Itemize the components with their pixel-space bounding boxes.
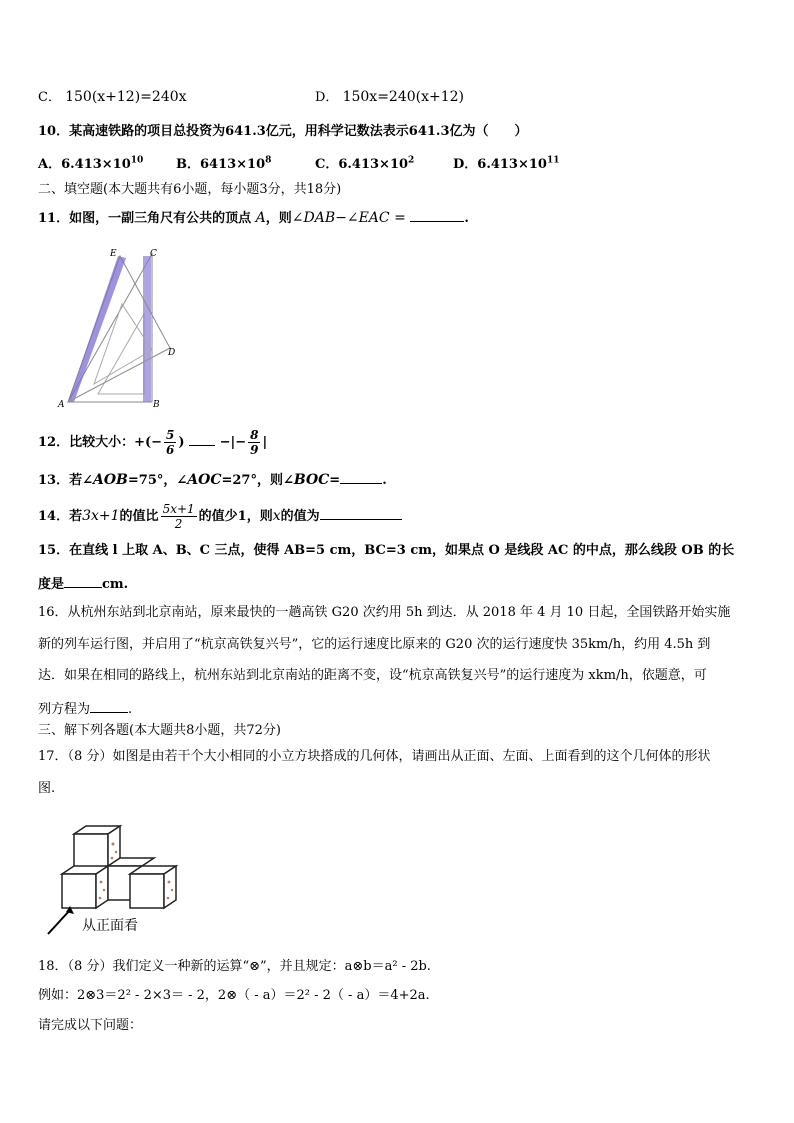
q11-answer-blank[interactable] <box>410 207 464 222</box>
label-b: B <box>153 400 160 410</box>
q9-option-d <box>315 88 464 107</box>
q12-stem <box>38 428 267 458</box>
q12-fraction-2 <box>248 428 260 457</box>
q15-line-1: 15．在直线 l 上取 A、B、C 三点，使得 AB=5 cm，BC=3 cm，如果点 O 是线段 AC 的中点，那么线段 OB 的长 <box>38 543 735 558</box>
q13-answer-blank[interactable] <box>340 469 382 484</box>
q14-var: x <box>272 508 281 524</box>
q12-frac1-den: 6 <box>166 443 175 457</box>
cube-side-2 <box>96 866 108 908</box>
label-a: A <box>58 400 65 410</box>
q17-line-2: 图. <box>38 781 56 796</box>
q14-answer-blank[interactable] <box>320 505 402 520</box>
q18-line-2: 例如：2⊗3＝2² - 2×3＝ - 2，2⊗（ - a）＝2² - 2（ - a）＝4+2a. <box>38 988 430 1003</box>
q18-line-3: 请完成以下问题： <box>38 1018 143 1033</box>
q16-line-1: 16．从杭州东站到北京南站，原来最快的一趟高铁 G20 次约用 5h 到达．从 2018 年 4 月 10 日起，全国铁路开始实施 <box>38 605 731 620</box>
label-e: E <box>110 249 117 259</box>
ruler-ae-scale <box>68 256 126 402</box>
q14-text-d: 的值为 <box>280 509 320 524</box>
q16-line-3: 达．如果在相同的路线上，杭州东站到北京南站的距离不变，设“杭京高铁复兴号”的运行速度为 xkm/h，依题意，可 <box>38 668 707 683</box>
q16-text-b: . <box>128 702 133 717</box>
q15-line-2 <box>38 573 128 594</box>
q14-expr1: 3x+1 <box>82 508 120 524</box>
q14-stem <box>38 499 402 533</box>
q15-text-a: 度是 <box>38 577 65 592</box>
q16-text-a: 列方程为 <box>38 702 91 717</box>
q12-end: | <box>262 435 268 450</box>
cube-front-4 <box>130 874 164 908</box>
view-arrow <box>48 910 70 934</box>
q12-frac2-num: 8 <box>250 428 259 442</box>
ruler-bc-scale <box>143 256 151 402</box>
section-2-heading: 二、填空题(本大题共有6小题，每小题3分，共18分) <box>38 182 342 197</box>
q18-line-1: 18．（8 分）我们定义一种新的运算“⊗”，并且规定：a⊗b＝a² - 2b. <box>38 959 431 974</box>
label-d: D <box>168 348 176 358</box>
q9-option-d-label: D． <box>315 90 339 105</box>
q10-option-a <box>38 156 143 174</box>
q14-text-a: 14．若 <box>38 509 83 524</box>
q12-frac2-den: 9 <box>250 443 259 457</box>
cube-front-1 <box>74 834 108 868</box>
q11-end: . <box>464 211 469 226</box>
q12-mid2: −|− <box>219 435 247 450</box>
label-c: C <box>150 249 157 259</box>
q13-stem <box>38 469 387 490</box>
q14-text-c: 的值少1，则 <box>198 509 273 524</box>
q9-option-c <box>38 88 187 107</box>
q12-text: 12．比较大小：+(− <box>38 435 163 450</box>
q13-text-d: = <box>329 473 341 488</box>
q10-option-c-exp: 2 <box>408 155 415 166</box>
q10-option-d-exp: 11 <box>546 155 560 166</box>
q17-figure-caption: 从正面看 <box>82 918 138 934</box>
q12-fraction-1 <box>164 428 176 457</box>
q11-stem <box>38 207 469 228</box>
q15-text-b: cm. <box>102 577 129 592</box>
q13-aob: AOB <box>92 472 128 488</box>
q13-end: . <box>382 473 387 488</box>
q17-line-1: 17．（8 分）如图是由若干个大小相同的小立方块搭成的几何体，请画出从正面、左面、上面看到的这个几何体的形状 <box>38 749 711 764</box>
q16-line-4 <box>38 698 132 719</box>
q10-option-a-text: A．6.413×10 <box>38 157 131 172</box>
cube-front-2 <box>62 874 96 908</box>
q10-option-a-exp: 10 <box>130 155 144 166</box>
q17-cubes-figure <box>40 822 200 940</box>
q15-answer-blank[interactable] <box>64 573 102 588</box>
q10-option-c <box>315 156 414 174</box>
q10-option-d-text: D．6.413×10 <box>453 157 547 172</box>
q10-stem: 10．某高速铁路的项目总投资为641.3亿元，用科学记数法表示641.3亿为（ ） <box>38 124 528 139</box>
q11-expr: ∠DAB−∠EAC = <box>291 210 406 226</box>
q12-answer-blank[interactable] <box>189 431 215 446</box>
q16-line-2: 新的列车运行图，并启用了“杭京高铁复兴号”，它的运行速度比原来的 G20 次的运行速度快 35km/h，约用 4.5h 到 <box>38 637 711 652</box>
q10-option-b-exp: 8 <box>265 155 272 166</box>
q9-option-d-expr: 150x=240(x+12) <box>342 89 465 105</box>
q14-fraction <box>161 502 197 531</box>
ruler-aed <box>68 256 170 402</box>
q13-text-b: =75°，∠ <box>127 473 188 488</box>
q10-option-d <box>453 156 560 174</box>
q14-frac-num: 5x+1 <box>162 502 195 516</box>
q11-triangle-rulers-figure <box>52 244 192 414</box>
q14-frac-den: 2 <box>174 517 183 531</box>
q11-then: ，则 <box>265 211 292 226</box>
q12-frac1-num: 5 <box>166 428 175 442</box>
q9-option-c-expr: 150(x+12)=240x <box>65 89 187 105</box>
cube-side-4 <box>164 866 176 908</box>
q11-vertex: A <box>255 210 266 226</box>
section-3-heading: 三、解下列各题(本大题共8小题，共72分) <box>38 723 281 738</box>
q13-aoc: AOC <box>187 472 222 488</box>
q10-option-c-text: C．6.413×10 <box>315 157 409 172</box>
q11-text: 11．如图，一副三角尺有公共的顶点 <box>38 211 252 226</box>
q12-mid: ) <box>178 435 185 450</box>
q16-answer-blank[interactable] <box>90 698 128 713</box>
q10-option-b <box>176 156 271 174</box>
q13-text-c: =27°，则∠ <box>221 473 294 488</box>
q14-text-b: 的值比 <box>119 509 159 524</box>
q9-option-c-label: C． <box>38 90 61 105</box>
q13-text-a: 13．若∠ <box>38 473 93 488</box>
q10-option-b-text: B．6413×10 <box>176 157 266 172</box>
q13-boc: BOC <box>293 472 330 488</box>
